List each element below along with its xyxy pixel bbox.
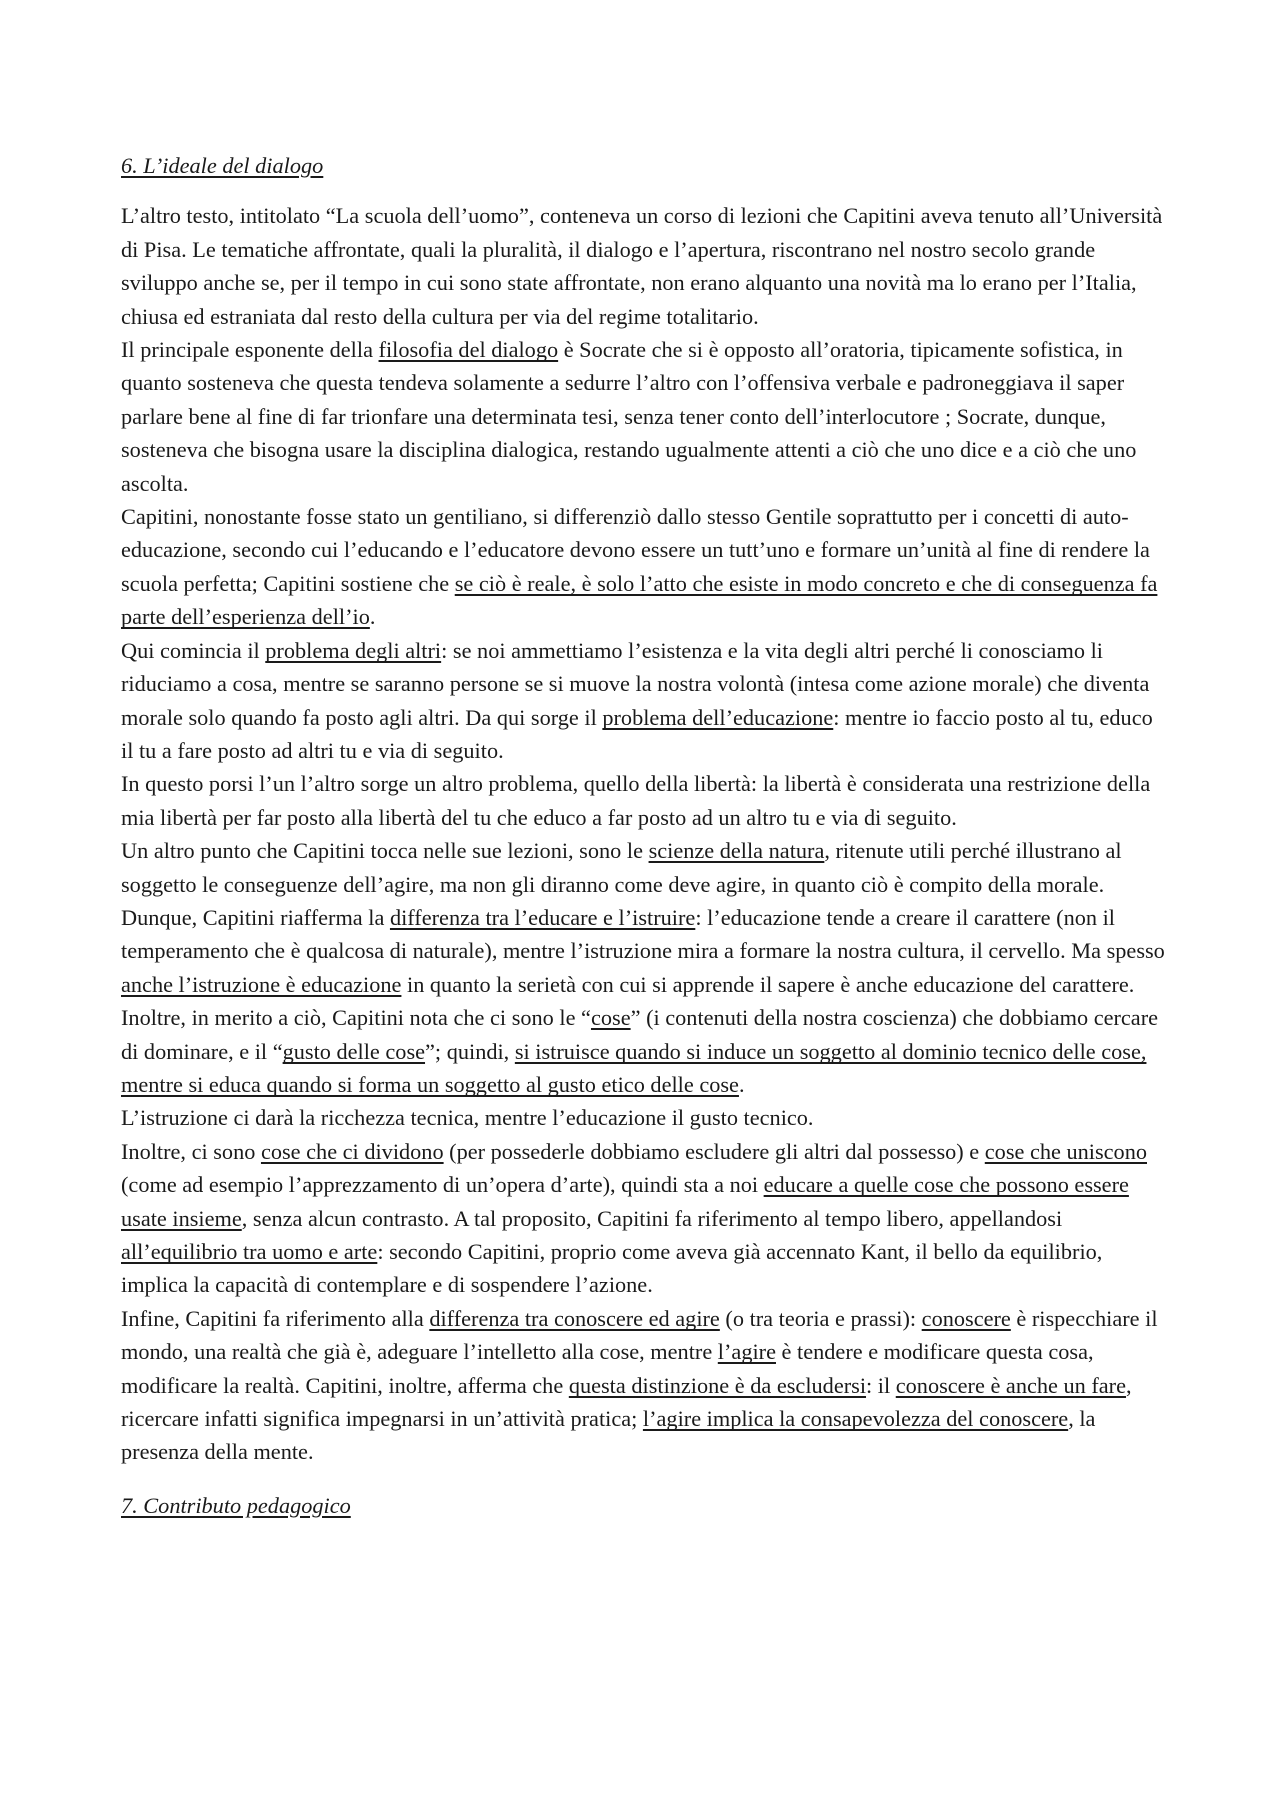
text-segment: (per possederle dobbiamo escludere gli altri dal possesso) e — [443, 1138, 985, 1164]
text-segment: (come ad esempio l’apprezzamento di un’opera d’arte), quindi sta a noi — [121, 1172, 764, 1198]
text-segment: In questo porsi l’un l’altro sorge un altro problema, quello della libertà: la libertà è considerata una restrizione della mia libertà per far posto alla libertà del tu che educo a far posto ad un altro tu e via di seguito. — [121, 771, 1151, 830]
text-segment: ”; quindi, — [425, 1038, 515, 1064]
underlined-text: filosofia del dialogo — [378, 337, 559, 363]
text-segment: è tendere e modificare questa cosa, modificare la realtà. Capitini, inoltre, afferma che — [121, 1339, 1094, 1398]
document-page — [121, 149, 1167, 1522]
text-segment: Un altro punto che Capitini tocca nelle sue lezioni, sono le — [121, 838, 649, 864]
text-segment: , senza alcun contrasto. A tal proposito, Capitini fa riferimento al tempo libero, appellandosi — [241, 1205, 1063, 1231]
text-segment: L’altro testo, intitolato “La scuola dell’uomo”, conteneva un corso di lezioni che Capitini aveva tenuto all’Università di Pisa. Le tematiche affrontate, quali la pluralità, il dialogo e l’apertura, riscontrano nel nostro secolo grande sviluppo anche se, per il tempo in cui sono state affrontate, non erano alquanto una novità ma lo erano per l’Italia, chiusa ed estraniata dal resto della cultura per via del regime totalitario. — [121, 203, 1163, 329]
text-segment: , ricercare infatti significa impegnarsi in un’attività pratica; — [121, 1372, 1132, 1432]
text-segment: ” (i contenuti della nostra coscienza) che dobbiamo cercare di dominare, e il “ — [121, 1005, 1159, 1064]
paragraph — [121, 767, 1167, 834]
text-segment: . — [738, 1071, 745, 1097]
paragraph — [121, 500, 1167, 634]
underlined-text: si istruisce quando si induce un soggetto al dominio tecnico delle cose, mentre si educa quando si forma un soggetto al gusto etico delle cose — [121, 1038, 1147, 1097]
text-segment: Capitini, nonostante fosse stato un gentiliano, si differenziò dallo stesso Gentile soprattutto per i concetti di auto-educazione, secondo cui l’educando e l’educatore devono essere un tutt’uno e formare un’unità al fine di rendere la scuola perfetta; Capitini sostiene che — [121, 504, 1150, 596]
text-segment: : l’educazione tende a creare il carattere (non il temperamento che è qualcosa di naturale), mentre l’istruzione mira a formare la nostra cultura, il cervello. Ma spesso — [121, 904, 1165, 964]
underlined-text: scienze della natura — [648, 838, 825, 864]
underlined-text: l’agire — [717, 1339, 776, 1365]
text-segment: è rispecchiare il mondo, una realtà che già è, adeguare l’intelletto alla cose, mentre — [121, 1305, 1158, 1365]
text-segment: in quanto la serietà con cui si apprende il sapere è anche educazione del carattere. Inoltre, in merito a ciò, Capitini nota che ci sono le “ — [121, 971, 1135, 1031]
text-segment: : mentre io faccio posto al tu, educo il tu a fare posto ad altri tu e via di seguito. — [121, 704, 1153, 763]
underlined-text: educare a quelle cose che possono essere usate insieme — [121, 1172, 1129, 1231]
text-segment: : il — [866, 1372, 896, 1398]
underlined-text: cose — [590, 1005, 631, 1031]
underlined-text: cose che ci dividono — [260, 1138, 444, 1164]
underlined-text: gusto delle cose — [282, 1038, 426, 1064]
paragraph — [121, 199, 1167, 333]
text-segment: . — [369, 604, 376, 630]
underlined-text: l’agire implica la consapevolezza del conoscere — [642, 1406, 1069, 1432]
underlined-text: differenza tra conoscere ed agire — [429, 1305, 720, 1331]
underlined-text: cose che uniscono — [984, 1138, 1147, 1164]
underlined-text: differenza tra l’educare e l’istruire — [389, 904, 696, 930]
text-segment: Qui comincia il — [121, 637, 266, 663]
document-body — [121, 199, 1167, 1468]
underlined-text: questa distinzione è da escludersi — [568, 1372, 867, 1398]
paragraph — [121, 634, 1167, 768]
text-segment: , la presenza della mente. — [121, 1406, 1096, 1465]
underlined-text: se ciò è reale, è solo l’atto che esiste in modo concreto e che di conseguenza fa parte dell’esperienza dell’io — [121, 570, 1158, 630]
paragraph — [121, 834, 1167, 1101]
text-segment: (o tra teoria e prassi): — [719, 1305, 922, 1331]
paragraph — [121, 1135, 1167, 1302]
paragraph — [121, 1302, 1167, 1469]
text-segment: Infine, Capitini fa riferimento alla — [121, 1305, 430, 1331]
underlined-text: conoscere è anche un fare — [895, 1372, 1127, 1398]
underlined-text: all’equilibrio tra uomo e arte — [121, 1239, 378, 1264]
underlined-text: anche l’istruzione è educazione — [121, 971, 402, 997]
paragraph — [121, 333, 1167, 500]
underlined-text: conoscere — [921, 1305, 1011, 1331]
text-segment: è Socrate che si è opposto all’oratoria, tipicamente sofistica, in quanto sosteneva che questa tendeva solamente a sedurre l’altro con l’offensiva verbale e padroneggiava il saper parlare bene al fine di far trionfare una determinata tesi, senza tener conto dell’interlocutore ; Socrate, dunque, sosteneva che bisogna usare la disciplina dialogica, restando ugualmente attenti a ciò che uno dice e a ciò che uno ascolta. — [121, 337, 1137, 496]
text-segment: : secondo Capitini, proprio come aveva già accennato Kant, il bello da equilibrio, implica la capacità di contemplare e di sospendere l’azione. — [121, 1239, 1103, 1298]
underlined-text: problema degli altri — [265, 637, 442, 663]
text-segment: Il principale esponente della — [121, 337, 379, 363]
section-heading: 6. L’ideale del dialogo — [121, 153, 324, 178]
underlined-text: problema dell’educazione — [602, 704, 834, 730]
paragraph — [121, 1101, 1167, 1134]
text-segment: Inoltre, ci sono — [121, 1138, 261, 1164]
section-heading: 7. Contributo pedagogico — [121, 1492, 351, 1518]
text-segment: : se noi ammettiamo l’esistenza e la vita degli altri perché li conosciamo li riduciamo a cosa, mentre se saranno persone se si muove la nostra volontà (intesa come azione morale) che diventa morale solo quando fa posto agli altri. Da qui sorge il — [121, 637, 1150, 730]
text-segment: L’istruzione ci darà la ricchezza tecnica, mentre l’educazione il gusto tecnico. — [121, 1105, 814, 1131]
text-segment: , ritenute utili perché illustrano al soggetto le conseguenze dell’agire, ma non gli diranno come deve agire, in quanto ciò è compito della morale. Dunque, Capitini riafferma la — [121, 838, 1122, 930]
